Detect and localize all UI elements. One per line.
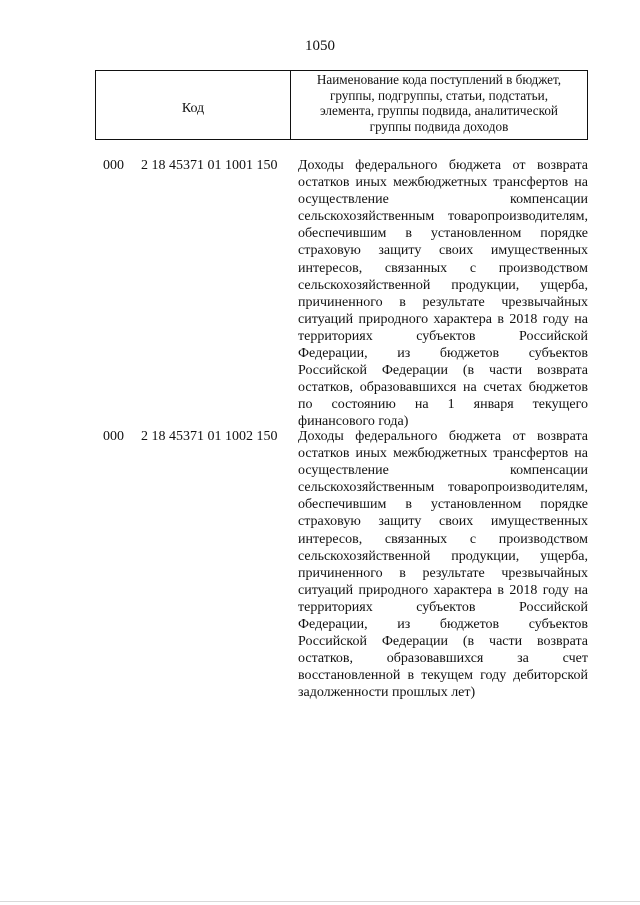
- header-name-line: группы, подгруппы, статьи, подстатьи,: [329, 87, 549, 103]
- description-line: интересов, связанных с производством: [298, 531, 588, 547]
- description-line: финансового года): [298, 414, 409, 430]
- description-line: страховую защиту своих имущественных: [298, 514, 588, 530]
- income-code: 2 18 45371 01 1001 150: [141, 158, 278, 173]
- description-line: Российской Федерации (в части возврата: [298, 363, 588, 379]
- table-header: [95, 70, 588, 140]
- description-line: сельскохозяйственным товаропроизводителям,: [298, 480, 588, 496]
- description-line: осуществление компенсации: [298, 192, 588, 208]
- description-line: интересов, связанных с производством: [298, 260, 588, 276]
- admin-code: 000: [103, 158, 124, 173]
- description-line: остатков иных межбюджетных трансфертов на: [298, 446, 588, 462]
- description-line: сельскохозяйственной продукции, ущерба,: [298, 548, 588, 564]
- income-code: 2 18 45371 01 1002 150: [141, 429, 278, 444]
- description-line: Доходы федерального бюджета от возврата: [298, 429, 588, 444]
- description-line: остатков, образовавшихся на счетах бюджетов: [298, 380, 588, 396]
- income-description: [298, 157, 588, 431]
- description-line: территориях субъектов Российской: [298, 328, 588, 344]
- admin-code: 000: [103, 429, 124, 444]
- page-bottom-edge: [0, 901, 640, 902]
- description-line: остатков, образовавшихся за счет: [298, 651, 588, 667]
- description-line: остатков иных межбюджетных трансфертов на: [298, 175, 588, 191]
- description-line: осуществление компенсации: [298, 463, 588, 479]
- header-name-label: [291, 71, 587, 139]
- header-code-label: Код: [96, 71, 291, 139]
- description-line: обеспечившим в установленном порядке: [298, 497, 588, 513]
- description-line: территориях субъектов Российской: [298, 599, 588, 615]
- description-line: причиненного в результате чрезвычайных: [298, 565, 588, 581]
- header-name-line: Наименование кода поступлений в бюджет,: [316, 72, 562, 87]
- description-line: страховую защиту своих имущественных: [298, 243, 588, 259]
- description-line: Российской Федерации (в части возврата: [298, 634, 588, 650]
- description-line: причиненного в результате чрезвычайных: [298, 294, 588, 310]
- description-line: задолженности прошлых лет): [298, 685, 476, 701]
- description-line: обеспечившим в установленном порядке: [298, 226, 588, 242]
- description-line: по состоянию на 1 января текущего: [298, 397, 588, 413]
- page-number: 1050: [305, 38, 335, 54]
- description-line: ситуаций природного характера в 2018 году на: [298, 582, 588, 598]
- description-line: Федерации, из бюджетов субъектов: [298, 617, 588, 633]
- description-line: восстановленной в текущем году дебиторской: [298, 668, 588, 684]
- description-line: ситуаций природного характера в 2018 году на: [298, 311, 588, 327]
- description-line: сельскохозяйственным товаропроизводителям,: [298, 209, 588, 225]
- description-line: Федерации, из бюджетов субъектов: [298, 346, 588, 362]
- header-name-line: группы подвида доходов: [369, 118, 509, 134]
- description-line: сельскохозяйственной продукции, ущерба,: [298, 277, 588, 293]
- income-description: [298, 428, 588, 702]
- description-line: Доходы федерального бюджета от возврата: [298, 158, 588, 173]
- header-name-line: элемента, группы подвида, аналитической: [320, 103, 558, 118]
